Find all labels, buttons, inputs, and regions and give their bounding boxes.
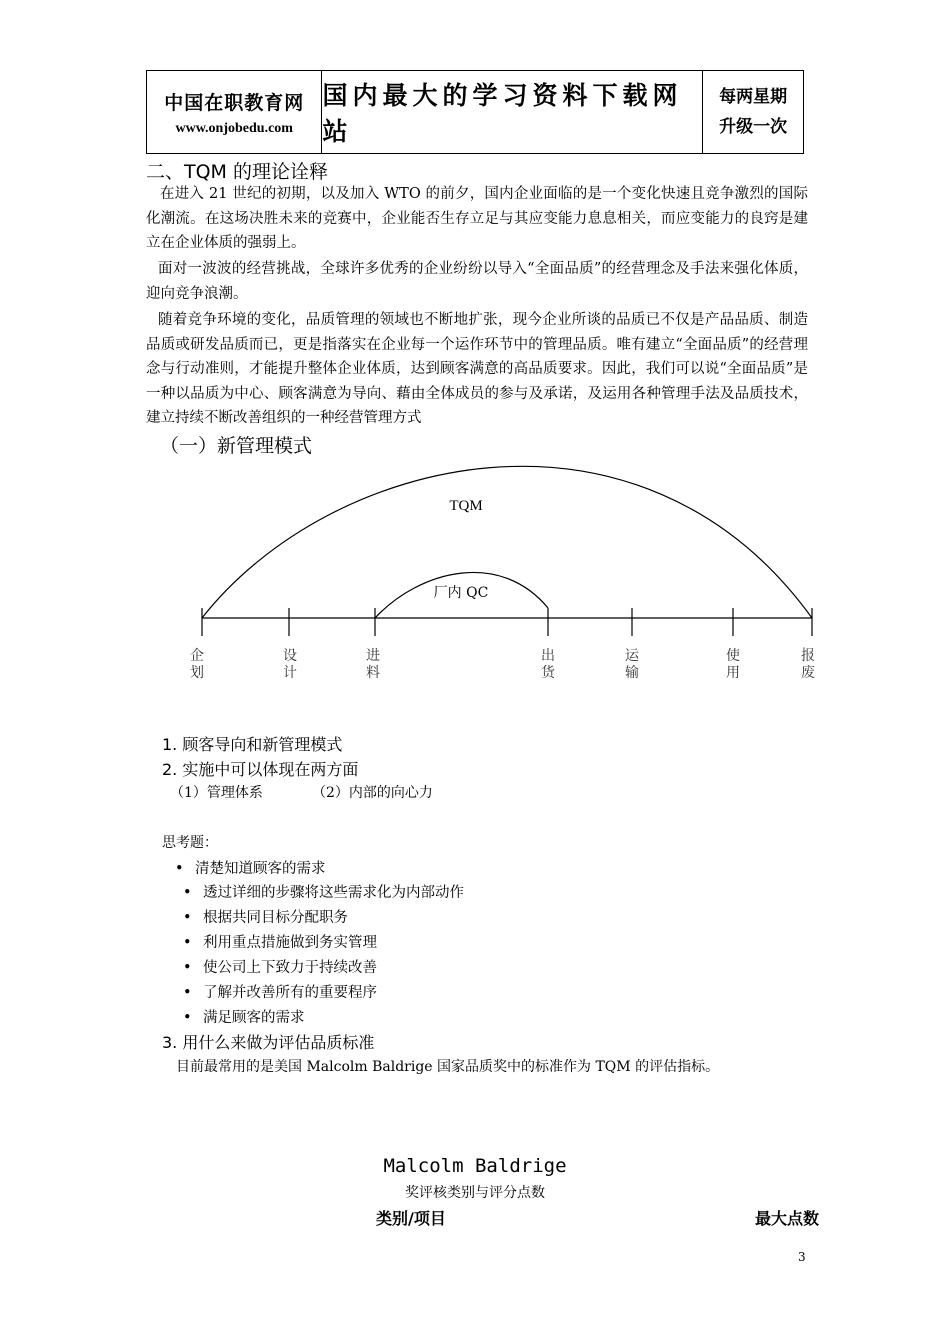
stage-material-2: 料 [366,665,380,681]
tqm-curve [202,466,812,618]
bullet-6-text: 了解并改善所有的重要程序 [203,985,377,1001]
update-line-1: 每两星期 [719,87,788,107]
think-label: 思考题： [162,835,218,851]
stage-design-2: 计 [283,665,297,681]
stage-use-2: 用 [726,665,740,681]
stage-material-1: 进 [366,648,380,664]
bullet-4: • 利用重点措施做到务实管理 [183,935,377,951]
page-number: 3 [798,1250,806,1264]
list-item-3: 3. 用什么来做为评估品质标准 [162,1033,375,1052]
paragraph-1: 在进入 21 世纪的初期，以及加入 WTO 的前夕，国内企业面临的是一个变化快速且竞争激烈的国际化潮流。在这场决胜未来的竞赛中，企业能否生存立足与其应变能力息息相关，而应变能力的良窍是建立在企业体质的强弱上。 [146,186,808,251]
award-title: Malcolm Baldrige [383,1155,567,1177]
update-cell [703,71,803,153]
stage-scrap-2: 废 [801,665,815,681]
tqm-label: TQM [449,498,483,514]
list-item-3-text: 目前最常用的是美国 Malcolm Baldrige 国家品质奖中的标准作为 TQM 的评估指标。 [176,1059,720,1075]
bullet-6: • 了解并改善所有的重要程序 [183,985,377,1001]
award-subtitle: 奖评核类别与评分点数 [405,1185,545,1201]
stage-design-1: 设 [283,648,297,664]
stage-shipping-2: 货 [541,665,555,681]
bullet-5: • 使公司上下致力于持续改善 [183,960,377,976]
factory-qc-label: 厂内 QC [433,585,489,601]
list-item-1: 1. 顾客导向和新管理模式 [162,735,343,754]
subheading: （一）新管理模式 [160,435,313,457]
bullet-1-text: 清楚知道顾客的需求 [195,861,326,877]
stage-planning-1: 企 [190,648,204,664]
stage-use-1: 使 [726,648,740,664]
bullet-7: • 满足顾客的需求 [183,1010,305,1026]
bullet-5-text: 使公司上下致力于持续改善 [203,960,377,976]
stage-transport-1: 运 [625,648,639,664]
bullet-2: • 透过详细的步骤将这些需求化为内部动作 [183,885,464,901]
paragraph-3: 随着竞争环境的变化，品质管理的领域也不断地扩张，现今企业所谈的品质已不仅是产品品质、制造品质或研发品质而已，更是指落实在企业每一个运作环节中的管理品质。唯有建立“全面品质”的经营理念与行动准则，才能提升整体企业体质，达到顾客满意的高品质要求。因此，我们可以说“全面品质”是一种以品质为中心、顾客满意为导向、藉由全体成员的参与及承诺，及运用各种管理手法及品质技术，建立持续不断改善组织的一种经营管理方式 [146,312,808,426]
tqm-diagram [0,440,950,690]
slogan: 国内最大的学习资料下载网站 [322,81,683,146]
sub-item-2: （2）内部的向心力 [312,785,433,801]
brand-cell [147,71,322,153]
bullet-4-text: 利用重点措施做到务实管理 [203,935,377,951]
stage-scrap-1: 报 [801,648,815,664]
column-category: 类别/项目 [376,1209,446,1228]
bullet-2-text: 透过详细的步骤将这些需求化为内部动作 [203,885,464,901]
sub-item-1: （1）管理体系 [170,785,263,801]
list-item-2: 2. 实施中可以体现在两方面 [162,760,359,779]
brand-name: 中国在职教育网 [164,91,305,114]
column-max-points: 最大点数 [755,1209,820,1228]
bullet-3-text: 根据共同目标分配职务 [203,910,348,926]
stage-transport-2: 输 [625,665,639,681]
update-line-2: 升级一次 [719,117,788,137]
slogan-cell [322,71,703,153]
header-banner [146,70,804,154]
paragraph-2: 面对一波波的经营挑战，全球许多优秀的企业纷纷以导入“全面品质”的经营理念及手法来强化体质，迎向竞争浪潮。 [146,261,808,302]
bullet-1: • 清楚知道顾客的需求 [175,861,326,877]
bullet-3: • 根据共同目标分配职务 [183,910,348,926]
bullet-7-text: 满足顾客的需求 [203,1010,305,1026]
brand-url: www.onjobedu.com [175,120,293,136]
section-title: 二、TQM 的理论诠释 [146,161,328,183]
stage-shipping-1: 出 [541,648,555,664]
stage-planning-2: 划 [190,665,204,681]
